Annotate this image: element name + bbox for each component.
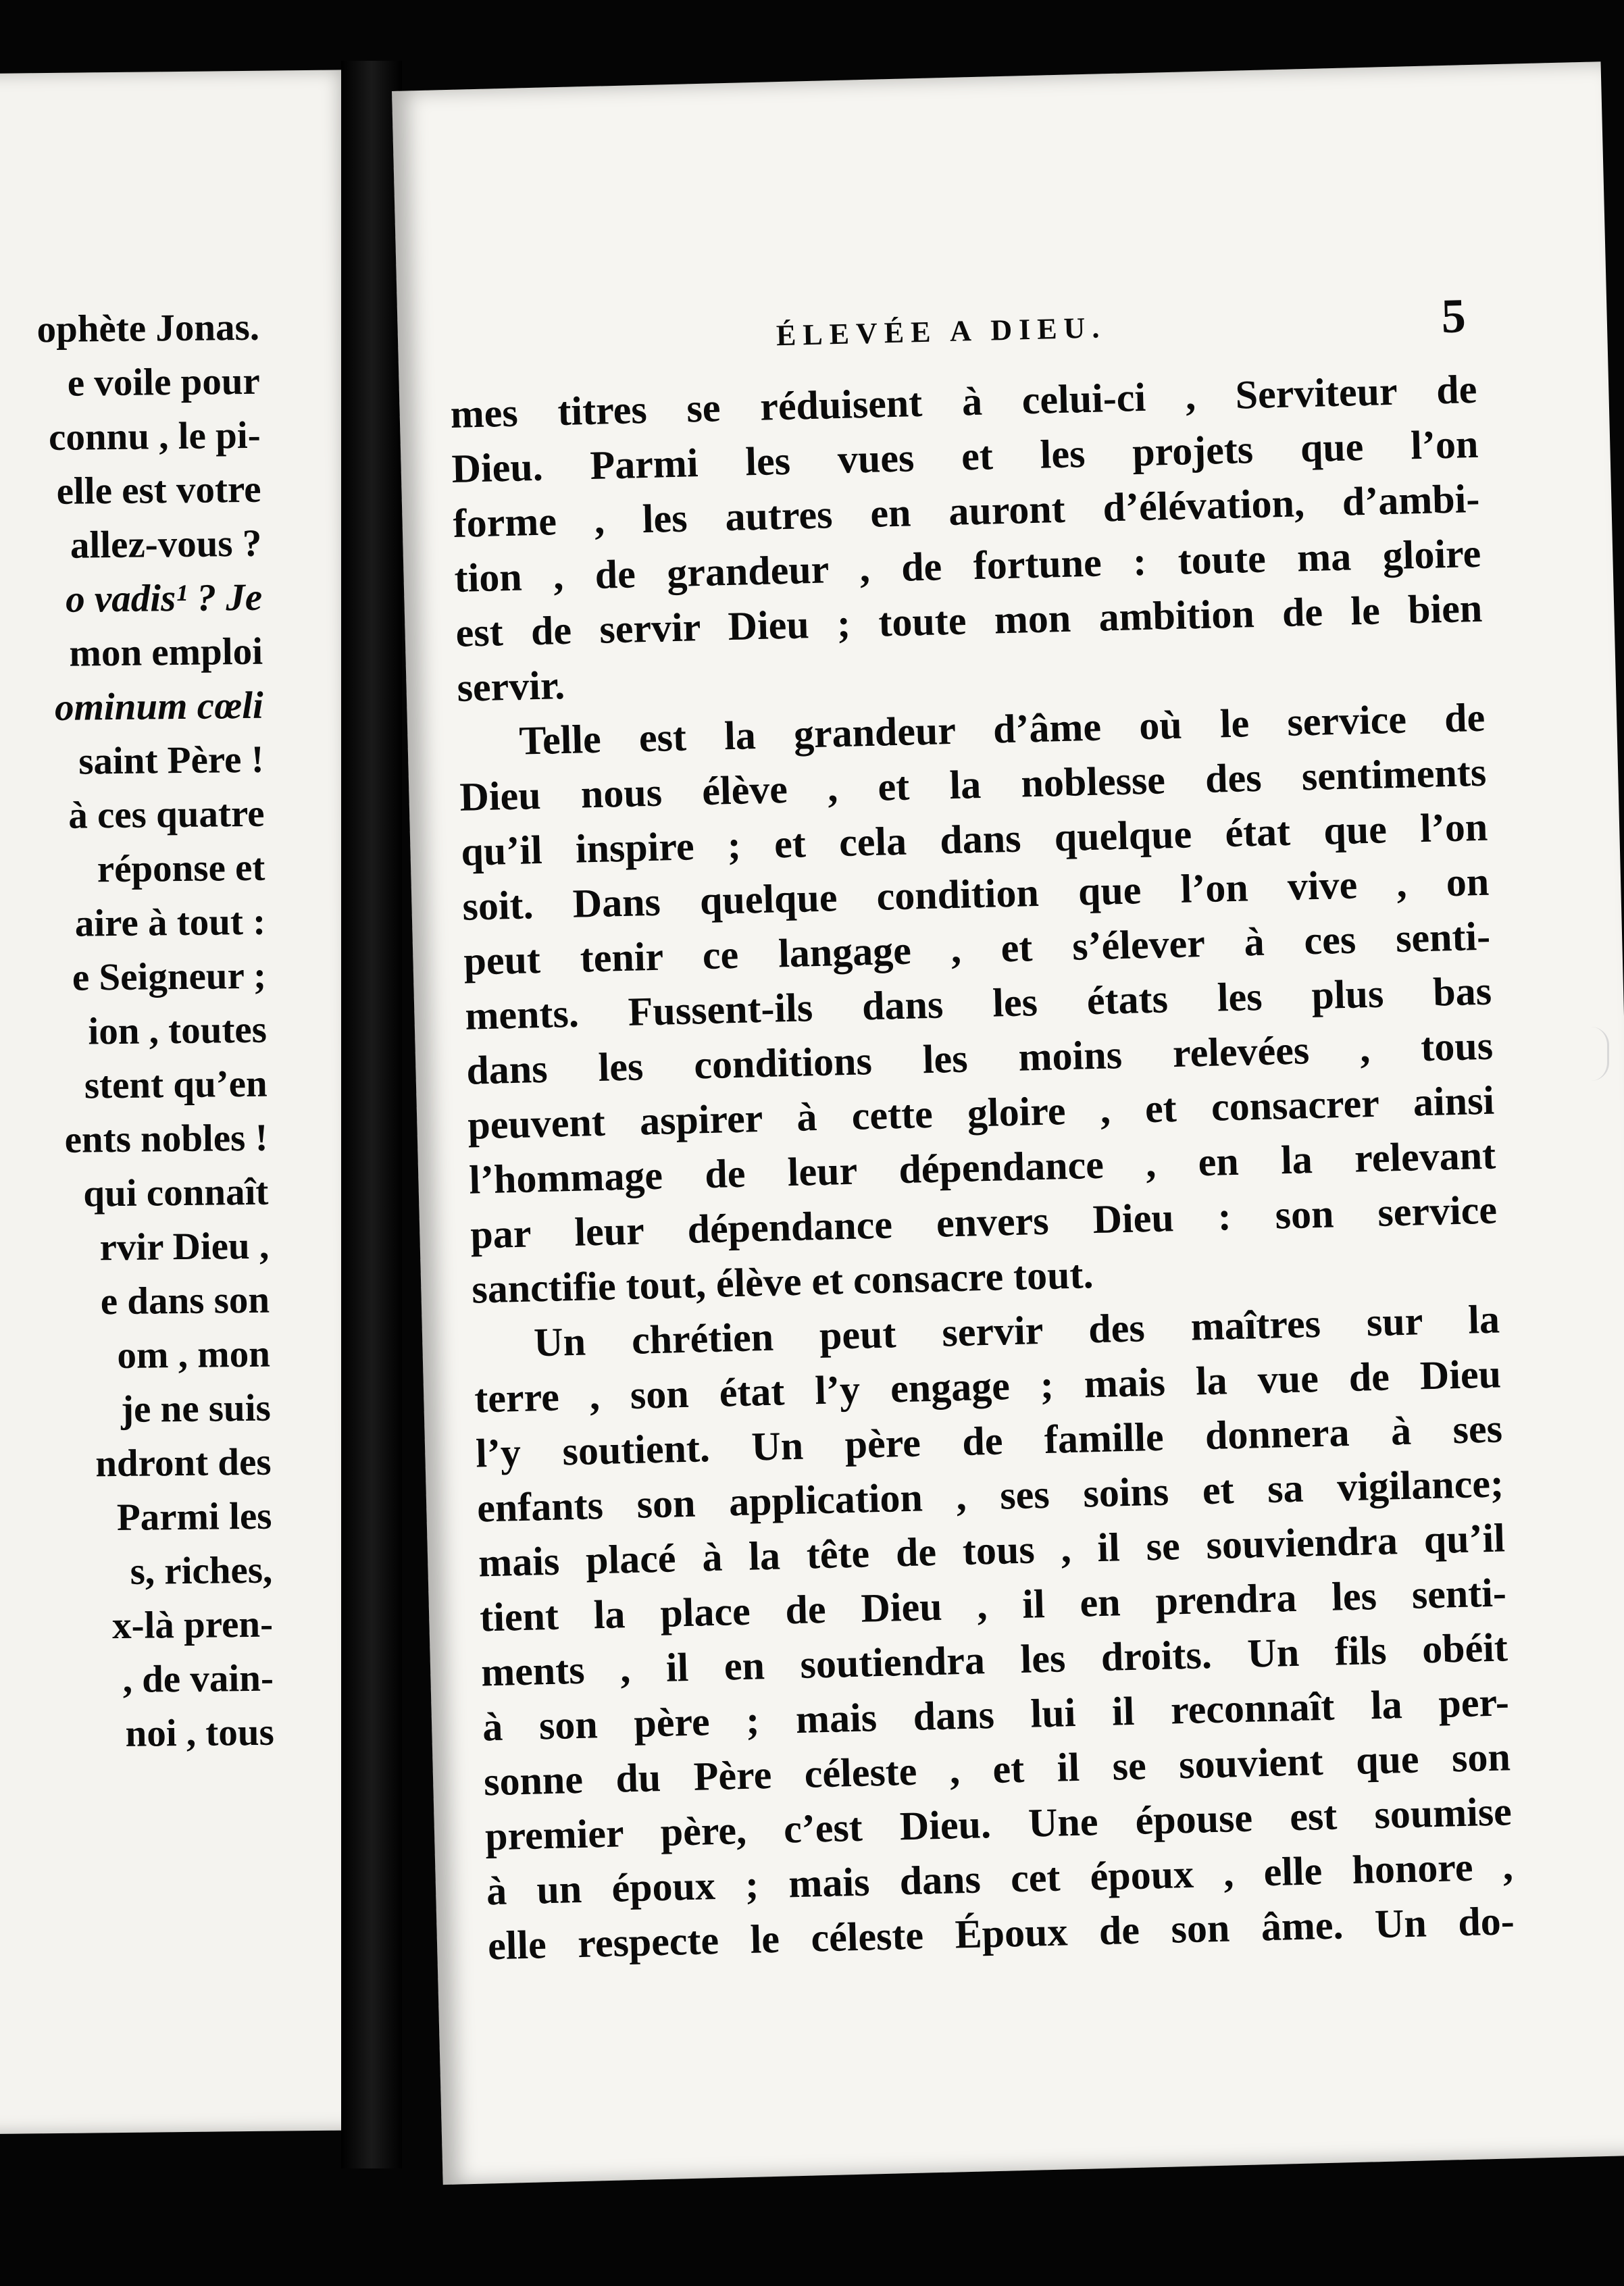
left-page-line: aire à tout : [74, 900, 266, 945]
left-page [0, 70, 373, 2135]
text-line: mes titres se réduisent à celui-ci , Serviteur de [449, 366, 1478, 437]
left-page-line: e dans son [100, 1278, 270, 1323]
text-line: tient la place de Dieu , il en prendra les senti- [479, 1570, 1507, 1640]
left-page-line: ndront des [95, 1440, 272, 1485]
left-page-line: je ne suis [120, 1386, 272, 1431]
text-line: enfants son application , ses soins et sa vigilance; [476, 1460, 1504, 1531]
left-page-line: ophète Jonas. [36, 305, 260, 351]
text-line: mais placé à la tête de tous , il se souviendra qu’il [478, 1515, 1506, 1585]
text-line: soit. Dans quelque condition que l’on vive , on [461, 859, 1490, 929]
left-page-line: e voile pour [67, 359, 261, 405]
text-line: ments. Fussent-ils dans les états les plus bas [464, 968, 1492, 1038]
left-page-line: ominum cœli [54, 684, 264, 729]
text-line: Dieu. Parmi les vues et les projets que l’on [451, 421, 1479, 491]
text-line: peut tenir ce langage , et s’élever à ces senti- [463, 913, 1491, 984]
left-page-line: , de vain- [122, 1656, 274, 1701]
right-page [392, 61, 1624, 2185]
left-page-line: om , mon [117, 1332, 271, 1377]
text-line: forme , les autres en auront d’élévation, d’ambi- [452, 476, 1481, 546]
left-page-line: mon emploi [69, 630, 263, 675]
text-line: Dieu nous élève , et la noblesse des sentiments [459, 749, 1487, 819]
left-page-line: s, riches, [130, 1548, 273, 1593]
left-page-line: e Seigneur ; [72, 954, 267, 999]
left-page-line: qui connaît [83, 1170, 269, 1215]
text-line: Un chrétien peut servir des maîtres sur la [533, 1296, 1500, 1365]
left-page-line: o vadis¹ ? Je [65, 576, 263, 621]
left-page-line: ents nobles ! [64, 1116, 268, 1161]
text-line: servir. [456, 663, 565, 710]
text-line: sanctifie tout, élève et consacre tout. [471, 1252, 1094, 1312]
left-page-text [0, 301, 274, 1766]
text-line: à un époux ; mais dans cet époux , elle honore , [486, 1844, 1514, 1914]
left-page-line: ion , toutes [88, 1008, 268, 1053]
text-line: sonne du Père céleste , et il se souvient que son [483, 1734, 1511, 1804]
text-line: qu’il inspire ; et cela dans quelque état que l’on [460, 804, 1488, 874]
left-page-line: stent qu’en [84, 1062, 268, 1107]
text-line: à son père ; mais dans lui il reconnaît la per- [482, 1679, 1510, 1750]
text-line: l’y soutient. Un père de famille donnera à ses [475, 1406, 1503, 1476]
left-page-line: connu , le pi- [48, 413, 261, 459]
left-page-line: rvir Dieu , [99, 1224, 270, 1269]
left-page-line: allez-vous ? [70, 522, 262, 567]
page-number: 5 [1440, 288, 1467, 344]
page-body [450, 362, 1515, 1973]
text-line: terre , son état l’y engage ; mais la vue de Dieu [474, 1351, 1502, 1421]
text-line: premier père, c’est Dieu. Une épouse est soumise [484, 1789, 1513, 1859]
paragraph [450, 362, 1484, 715]
left-page-line: noi , tous [125, 1710, 275, 1755]
text-line: tion , de grandeur , de fortune : toute ma gloire [453, 530, 1481, 601]
text-line: est de servir Dieu ; toute mon ambition de le bien [455, 585, 1483, 655]
text-line: par leur dépendance envers Dieu : son service [470, 1187, 1498, 1257]
left-page-line: réponse et [97, 846, 265, 891]
text-line: peuvent aspirer à cette gloire , et consacrer ainsi [467, 1077, 1495, 1148]
running-head: ÉLEVÉE A DIEU. [776, 311, 1107, 353]
text-line: elle respecte le céleste Époux de son âme. Un do- [487, 1898, 1515, 1968]
text-line: dans les conditions les moins relevées , tous [465, 1023, 1494, 1093]
left-page-line: x-là pren- [111, 1602, 274, 1648]
paragraph [472, 1292, 1515, 1973]
text-line: l’hommage de leur dépendance , en la relevant [468, 1132, 1496, 1202]
left-page-line: elle est votre [56, 467, 261, 513]
left-page-line: Parmi les [116, 1494, 272, 1540]
text-line: ments , il en soutiendra les droits. Un fils obéit [480, 1625, 1508, 1695]
left-page-line: à ces quatre [68, 792, 265, 837]
left-page-line: saint Père ! [78, 738, 264, 783]
text-line: Telle est la grandeur d’âme où le service de [518, 694, 1486, 763]
paragraph [458, 690, 1499, 1317]
book-gutter [341, 61, 402, 2168]
